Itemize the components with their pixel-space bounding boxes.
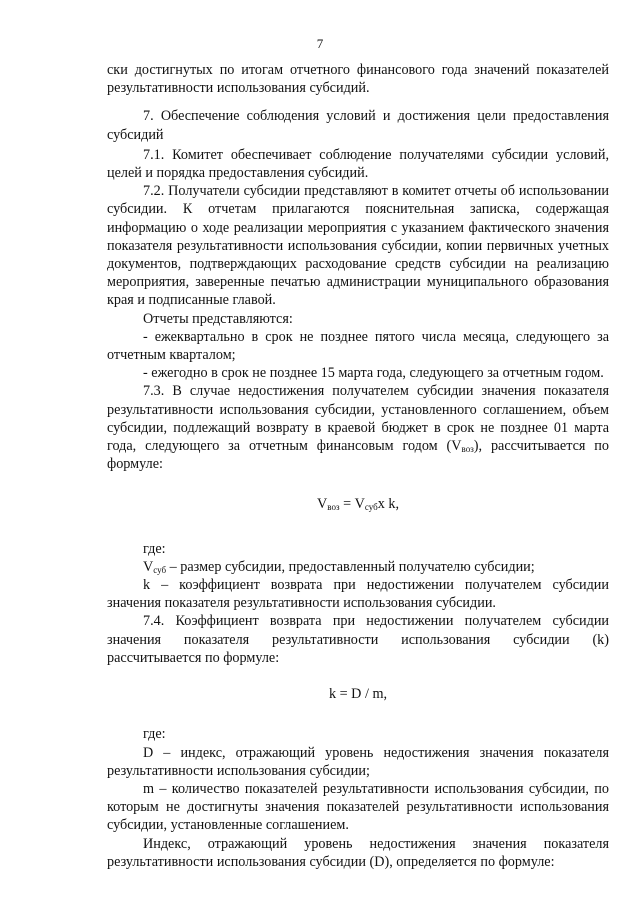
paragraph-7-4: 7.4. Коэффициент возврата при недостижении получателем субсидии значения показателя результативности использования субсидии (k) рассчитывается по формуле:	[107, 613, 609, 666]
paragraph-7-3-text: 7.3. В случае недостижения получателем субсидии значения показателя результативности использования субсидии, установленного соглашением, объем субсидии, подлежащий возврату в краевой бюджет в срок не позднее 01 марта года, следующего за отчетным финансовым годом (V	[107, 383, 609, 455]
page-number: 7	[316, 36, 324, 51]
definition-v-sub	[107, 558, 609, 576]
where-label-1: где:	[143, 540, 166, 557]
def-v-sub: суб	[153, 564, 167, 575]
paragraph-7-3	[107, 382, 609, 473]
reports-yearly: - ежегодно в срок не позднее 15 марта года, следующего за отчетным годом.	[143, 365, 604, 382]
paragraph-7-1: 7.1. Комитет обеспечивает соблюдение получателями субсидии условий, целей и порядка предоставления субсидий.	[107, 146, 609, 182]
formula-k: k = D / m,	[328, 686, 388, 703]
def-v: V	[143, 558, 154, 575]
reports-intro: Отчеты представляются:	[143, 310, 293, 327]
definition-m: m – количество показателей результативности использования субсидии, по которым не достигнуты значения показателей результативности использования субсидии, установленные соглашением.	[107, 780, 609, 834]
def-v-text: – размер субсидии, предоставленный получателю субсидии;	[166, 558, 535, 575]
formula-times-k: х k,	[377, 496, 399, 513]
section-heading: 7. Обеспечение соблюдения условий и достижения цели предоставления субсидий	[107, 108, 609, 143]
formula-sub-sub: суб	[364, 502, 378, 513]
paragraph-7-3-end: ), рассчитывается по формуле:	[107, 438, 609, 473]
formula-v: V	[317, 496, 328, 513]
continuation-paragraph: ски достигнутых по итогам отчетного финансового года значений показателей результативности использования субсидий.	[107, 62, 609, 97]
where-label-2: где:	[143, 726, 166, 743]
index-paragraph: Индекс, отражающий уровень недостижения значения показателя результативности использования субсидии (D), определяется по формуле:	[107, 835, 609, 870]
formula-eq-v: = V	[339, 496, 365, 513]
definition-d: D – индекс, отражающий уровень недостижения значения показателя результативности использования субсидии;	[107, 744, 609, 779]
document-body	[107, 61, 609, 871]
paragraph-7-2: 7.2. Получатели субсидии представляют в комитет отчеты об использовании субсидии. К отчетам прилагаются пояснительная записка, содержащая информацию о ходе реализации мероприятия с указанием фактического значения показателя результативности использования субсидии, копии первичных учетных документов, подтверждающих расходование средств субсидии на реализацию мероприятия, заверенные печатью администрации муниципального образования края и подписанные главой.	[107, 183, 609, 309]
reports-quarterly: - ежеквартально в срок не позднее пятого числа месяца, следующего за отчетным кварталом;	[107, 328, 609, 364]
definition-k: k – коэффициент возврата при недостижении получателем субсидии значения показателя результативности использования субсидии.	[107, 577, 609, 612]
formula-v-voz	[107, 495, 609, 513]
v-voz-subscript: воз	[461, 444, 474, 455]
formula-sub-voz: воз	[327, 502, 340, 513]
